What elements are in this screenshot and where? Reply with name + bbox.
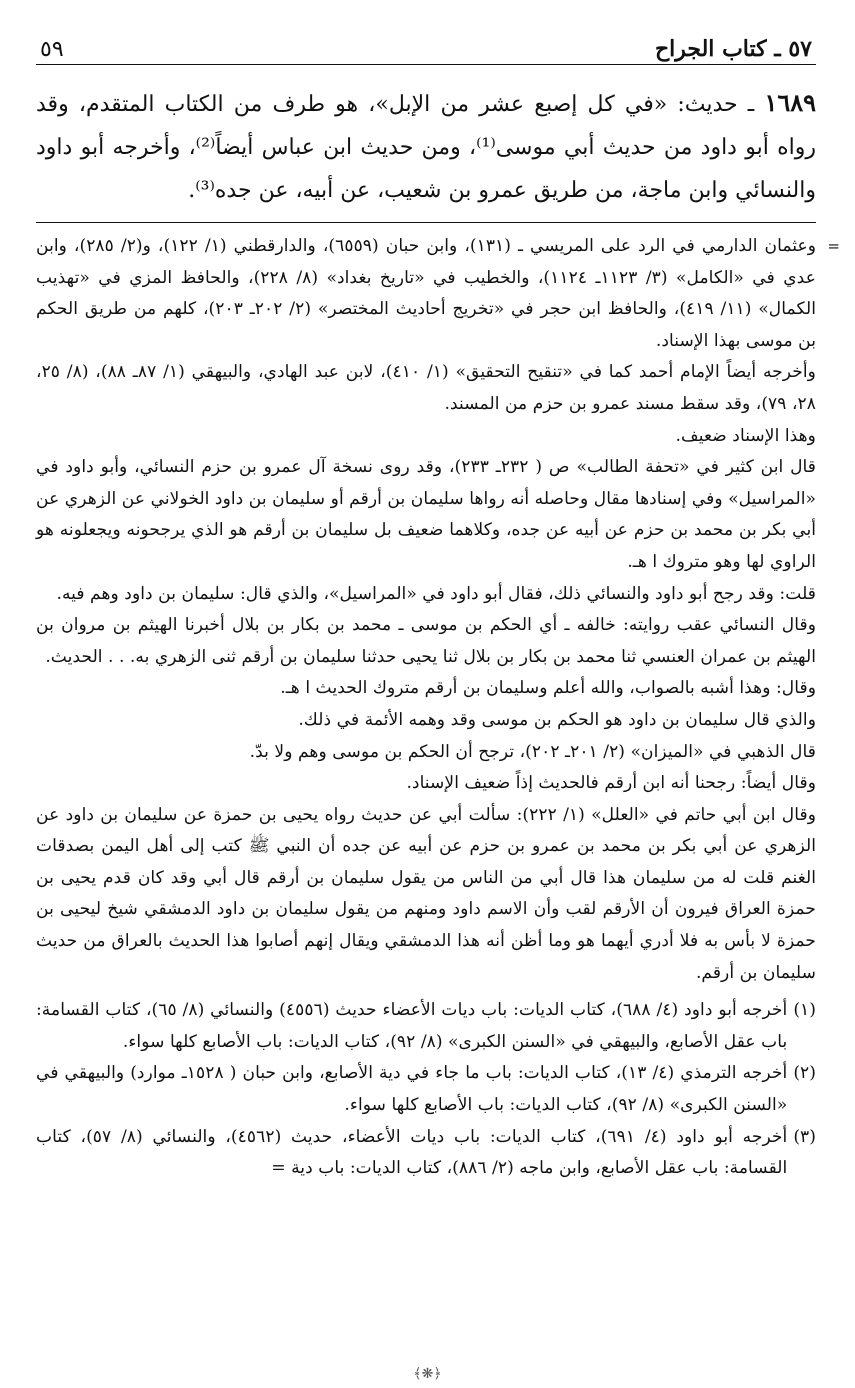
commentary bbox=[36, 231, 840, 989]
commentary-paragraph: وعثمان الدارمي في الرد على المريسي ـ (١٣١)، وابن حبان (٦٥٥٩)، والدارقطني (١/ ١٢٢)، و(٢/ ٢٨٥)، وابن عدي في «الكامل» (٣/ ١١٢٣ـ ١١٢٤)، والخطيب في «تاريخ بغداد» (٨/ ٢٢٨)، والحافظ المزي في «تهذيب الكمال» (١١/ ٤١٩)، والحافظ ابن حجر في «تخريج أحاديث المختصر» (٢/ ٢٠٢ـ ٢٠٣)، كلهم من طريق الحكم بن موسى بهذا الإسناد. bbox=[36, 236, 816, 351]
commentary-paragraph: وقال: وهذا أشبه بالصواب، والله أعلم وسليمان بن أرقم متروك الحديث ا هـ. bbox=[280, 678, 816, 699]
separator-line bbox=[36, 222, 816, 223]
commentary-paragraph: وأخرجه أيضاً الإمام أحمد كما في «تنقيح التحقيق» (١/ ٤١٠)، لابن عبد الهادي، والبيهقي (١/ ٨٧ـ ٨٨)، (٨/ ٢٥، ٢٨، ٧٩)، وقد سقط مسند عمرو بن حزم من المسند. bbox=[36, 362, 816, 414]
commentary-paragraph: والذي قال سليمان بن داود هو الحكم بن موسى وقد وهمه الأئمة في ذلك. bbox=[298, 709, 816, 730]
commentary-paragraph: وقال أيضاً: رجحنا أنه ابن أرقم فالحديث إذاً ضعيف الإسناد. bbox=[406, 773, 816, 794]
footnote bbox=[36, 995, 816, 1058]
commentary-paragraph: قال الذهبي في «الميزان» (٢/ ٢٠١ـ ٢٠٢)، ترجح أن الحكم بن موسى وهم ولا بدّ. bbox=[249, 741, 816, 762]
footnote-number: (٢) bbox=[793, 1063, 816, 1084]
footnote-number: (٣) bbox=[793, 1126, 816, 1147]
footnote-text: أخرجه أبو داود (٤/ ٦٩١)، كتاب الديات: باب ديات الأعضاء، حديث (٤٥٦٢)، والنسائي (٨/ ٥٧)، كتاب القسامة: باب عقل الأصابع، وابن ماجه (٢/ ٨٨٦)، كتاب الديات: باب دية = bbox=[36, 1126, 788, 1179]
book-page bbox=[36, 28, 840, 1368]
section-title: ٥٧ ـ كتاب الجراح bbox=[654, 36, 812, 62]
commentary-paragraph: قلت: وقد رجح أبو داود والنسائي ذلك، فقال أبو داود في «المراسيل»، والذي قال: سليمان بن داود وهم فيه. bbox=[56, 583, 816, 604]
hadith-body: ـ حديث: «في كل إصبع عشر من الإبل»، هو طرف من الكتاب المتقدم، وقد رواه أبو داود من حديث أبي موسى⁽¹⁾، ومن حديث ابن عباس أيضاً⁽²⁾، وأخرجه أبو داود والنسائي وابن ماجة، من طريق عمرو بن شعيب، عن أبيه، عن جده⁽³⁾. bbox=[36, 92, 816, 203]
footnotes bbox=[36, 995, 816, 1185]
running-header bbox=[36, 28, 816, 65]
commentary-paragraph: وقال ابن أبي حاتم في «العلل» (١/ ٢٢٢): سألت أبي عن حديث رواه يحيى بن حمزة عن سليمان بن داود عن الزهري عن أبي بكر بن محمد بن عمرو بن حزم عن أبيه عن جده أن النبي ﷺ كتب إلى أهل اليمن بصدقات الغنم قلت له من سليمان هذا قال أبي من الناس من يقول سليمان بن أرقم قال أبي وقد كان قدم يحيى بن حمزة العراق فيرون أن الأرقم لقب وأن الاسم داود ومنهم من يقول سليمان بن داود الدمشقي شيخ ليحيى بن حمزة لا بأس به فلا أدري أيهما هو وما أظن أنه هذا الدمشقي ويقال إنهم أصابوا هذا الحديث بالعراق من حديث سليمان بن أرقم. bbox=[36, 804, 816, 983]
commentary-paragraph: وقال النسائي عقب روايته: خالفه ـ أي الحكم بن موسى ـ محمد بن بكار بن بلال أخبرنا الهيثم بن مروان بن الهيثم بن عمران العنسي ثنا محمد بن بكار بن بلال ثنا يحيى حدثنا سليمان بن أرقم ثنى الزهري به. . . الحديث. bbox=[36, 615, 816, 667]
page-number: ٥٩ bbox=[40, 37, 64, 62]
footnote-number: (١) bbox=[793, 1000, 816, 1021]
footnote bbox=[36, 1122, 816, 1185]
commentary-paragraph: وهذا الإسناد ضعيف. bbox=[675, 425, 816, 446]
continuation-mark: = bbox=[827, 237, 840, 255]
page-ornament: ﴿❋﴾ bbox=[413, 1366, 442, 1382]
footnote-text: أخرجه أبو داود (٤/ ٦٨٨)، كتاب الديات: باب ديات الأعضاء حديث (٤٥٥٦) والنسائي (٨/ ٦٥)، كتاب القسامة: باب عقل الأصابع، والبيهقي في «السنن الكبرى» (٨/ ٩٢)، كتاب الديات: باب الأصابع كلها سواء. bbox=[36, 1000, 788, 1052]
footnote bbox=[36, 1058, 816, 1121]
commentary-paragraph: قال ابن كثير في «تحفة الطالب» ص ( ٢٣٢ـ ٢٣٣)، وقد روى نسخة آل عمرو بن حزم النسائي، وأبو داود في «المراسيل» وفي إسنادها مقال وحاصله أنه رواها سليمان بن أرقم أو سليمان بن داود الخولاني عن الزهري عن أبي بكر بن محمد بن حزم عن أبيه عن جده، وكلاهما ضعيف بل سليمان بن أرقم هو الذي يرجحونه ويجعلونه هو الراوي لها وهو متروك ا هـ. bbox=[36, 457, 817, 572]
main-text bbox=[36, 81, 816, 212]
footnote-text: أخرجه الترمذي (٤/ ١٣)، كتاب الديات: باب ما جاء في دية الأصابع، وابن حبان ( ١٥٢٨ـ موارد) والبيهقي في «السنن الكبرى» (٨/ ٩٢)، كتاب الديات: باب الأصابع كلها سواء. bbox=[36, 1063, 788, 1116]
hadith-number: ١٦٨٩ bbox=[764, 88, 816, 117]
